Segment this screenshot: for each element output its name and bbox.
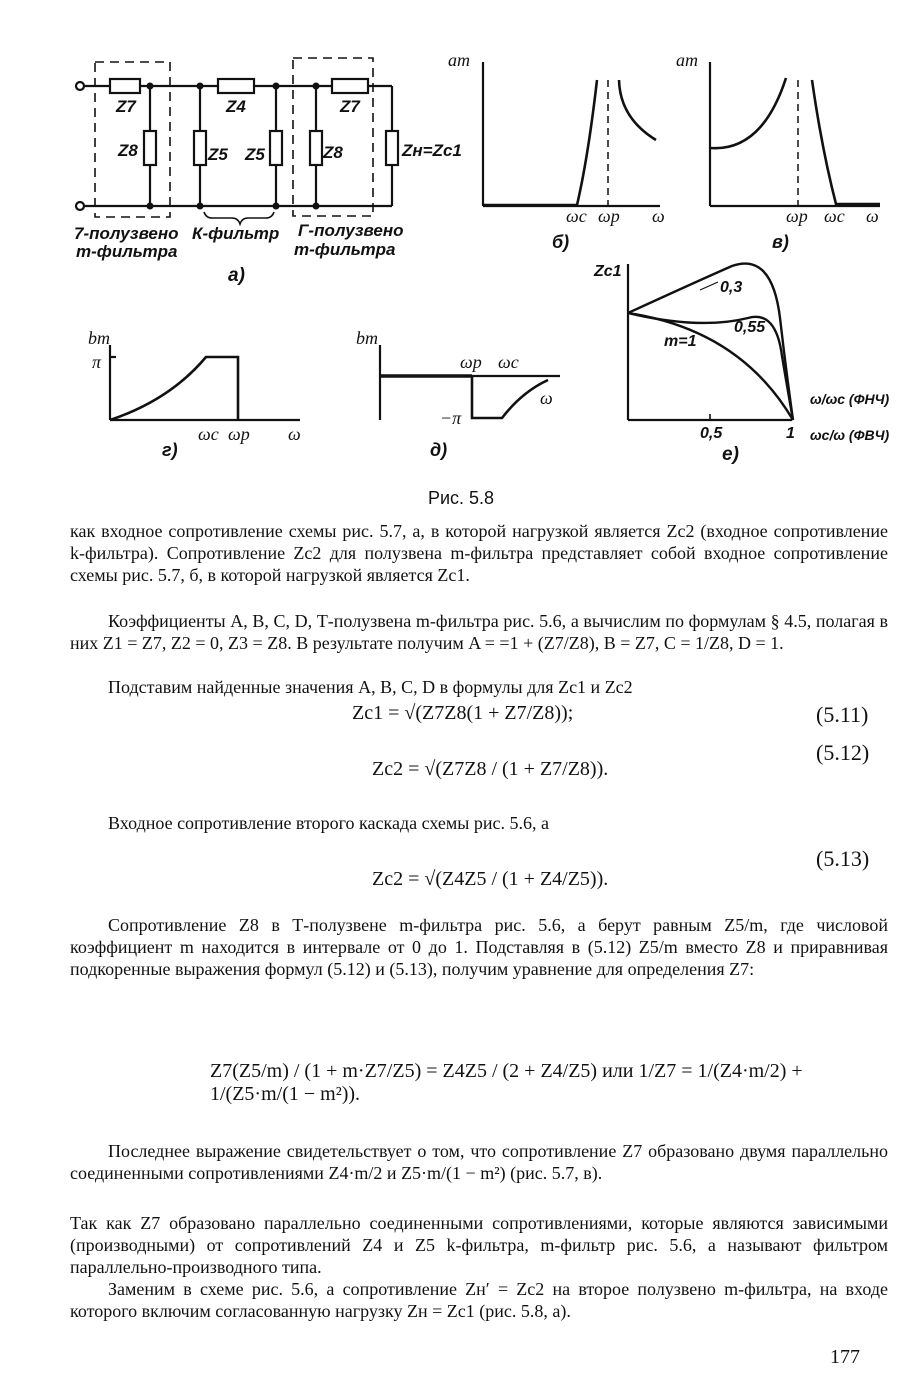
panel-d-tick-wp: ωp <box>228 424 250 444</box>
curve-m-0-55 <box>628 313 793 420</box>
k-filter-label: К-фильтр <box>192 224 280 243</box>
right-half-label-2: m-фильтра <box>294 240 396 259</box>
panel-a-tag: а) <box>228 265 245 286</box>
panel-d-tick-w: ω <box>288 424 301 444</box>
panel-d-ylabel: bm <box>88 328 110 348</box>
paragraph-4: Входное сопротивление второго каскада схемы рис. 5.6, а <box>108 813 549 833</box>
equation-z7: Z7(Z5/m) / (1 + m·Z7/Z5) = Z4Z5 / (2 + Z4/Z5) или 1/Z7 = 1/(Z4·m/2) + 1/(Z5·m/(1 − m²)). <box>210 1060 803 1105</box>
equation-5-13-number: (5.13) <box>816 846 870 871</box>
equation-5-12-number: (5.12) <box>816 740 870 765</box>
panel-f-ylabel: Zc1 <box>594 263 622 280</box>
panel-c-tick-w: ω <box>866 206 879 226</box>
panel-c-tag: в) <box>772 232 789 252</box>
curve-m-0-3 <box>628 264 793 420</box>
label-z7-left: Z7 <box>116 97 136 116</box>
panel-f-tick-1: 1 <box>786 425 795 442</box>
label-zn: Zн=Zc1 <box>402 141 462 160</box>
panel-c-tick-wc: ωc <box>824 206 845 226</box>
label-z7-right: Z7 <box>340 97 360 116</box>
panel-e-ylabel: bm <box>356 328 378 348</box>
panel-b-tick-wp: ωp <box>598 206 620 226</box>
label-z8-left: Z8 <box>118 141 138 160</box>
panel-b-tag: б) <box>552 232 570 252</box>
panel-e-tick-wc: ωc <box>498 352 519 372</box>
figure-caption: Рис. 5.8 <box>427 488 495 508</box>
curve-m-1 <box>628 313 793 420</box>
panel-d-pi: π <box>92 352 102 372</box>
equation-5-11-number: (5.11) <box>816 702 869 727</box>
equation-5-11: Zc1 = √(Z7Z8(1 + Z7/Z8)); <box>352 702 574 724</box>
panel-d-tag: г) <box>162 440 178 460</box>
panel-e-minus-pi: −π <box>440 408 462 428</box>
panel-f-tag: е) <box>722 444 739 465</box>
panel-b-ylabel: am <box>448 50 470 70</box>
panel-f-tick-05: 0,5 <box>700 425 723 442</box>
paragraph-8: Заменим в схеме рис. 5.6, а сопротивление Zн′ = Zc2 на второе полузвено m-фильтра, на входе которого включим согласованную нагрузку Zн = Zc1 (рис. 5.8, а). <box>70 1279 888 1321</box>
label-z4: Z4 <box>226 97 246 116</box>
figure-5-8 <box>0 0 922 490</box>
paragraph-3: Подставим найденные значения A, B, C, D в формулы для Zc1 и Zc2 <box>108 677 633 697</box>
left-half-label-2: m-фильтра <box>76 242 178 261</box>
curve-label-0-55: 0,55 <box>734 319 766 336</box>
panel-b-tick-w: ω <box>652 206 665 226</box>
panel-e-tick-wp: ωp <box>460 352 482 372</box>
equation-5-13: Zc2 = √(Z4Z5 / (1 + Z4/Z5)). <box>372 868 609 890</box>
panel-b-tick-wc: ωc <box>566 206 587 226</box>
curve-label-0-3: 0,3 <box>720 279 743 296</box>
panel-f-xlabel-low: ω/ωc (ФНЧ) <box>810 391 890 407</box>
paragraph-6: Последнее выражение свидетельствует о том, что сопротивление Z7 образовано двумя параллельно соединенными сопротивлениями Z4·m/2 и Z5·m/(1 − m²) (рис. 5.7, в). <box>70 1141 888 1183</box>
paragraph-1: как входное сопротивление схемы рис. 5.7, а, в которой нагрузкой является Zc2 (входное сопротивление k-фильтра). Сопротивление Zc2 для полузвена m-фильтра представляет собой входное сопротивление схемы рис. 5.7, б, в которой нагрузкой является Zc1. <box>70 521 888 585</box>
label-z5-b: Z5 <box>245 145 265 164</box>
paragraph-2: Коэффициенты A, B, C, D, Т-полузвена m-фильтра рис. 5.6, а вычислим по формулам § 4.5, полагая в них Z1 = Z7, Z2 = 0, Z3 = Z8. В результате получим A = =1 + (Z7/Z8), B = Z7, C = 1/Z8, D = 1. <box>70 611 888 653</box>
panel-c-ylabel: am <box>676 50 698 70</box>
panel-d-tick-wc: ωc <box>198 424 219 444</box>
panel-c-attenuation-lpf <box>710 62 880 206</box>
panel-c-tick-wp: ωp <box>786 206 808 226</box>
right-half-label-1: Г-полузвено <box>298 221 404 240</box>
panel-f-characteristic-impedance <box>628 264 793 420</box>
equation-5-12: Zc2 = √(Z7Z8 / (1 + Z7/Z8)). <box>372 758 609 780</box>
panel-e-tag: д) <box>430 440 448 460</box>
panel-e-tick-w: ω <box>540 388 553 408</box>
page-number: 177 <box>830 1346 860 1368</box>
paragraph-5: Сопротивление Z8 в Т-полузвене m-фильтра рис. 5.6, а берут равным Z5/m, где числовой коэффициент m находится в интервале от 0 до 1. Подставляя в (5.12) Z5/m вместо Z8 и приравнивая подкоренные выражения формул (5.12) и (5.13), получим уравнение для определения Z7: <box>70 915 888 979</box>
panel-f-xlabel-high: ωc/ω (ФВЧ) <box>810 427 890 443</box>
panel-d-phase-lpf <box>110 345 300 420</box>
label-z5-a: Z5 <box>208 145 228 164</box>
panel-b-attenuation-hpf <box>483 62 660 206</box>
left-half-label-1: 7-полузвено <box>74 224 179 243</box>
label-z8-right: Z8 <box>323 143 343 162</box>
paragraph-7: Так как Z7 образовано параллельно соединенными сопротивлениями, которые являются зависимыми (производными) от сопротивлений Z4 и Z5 k-фильтра, m-фильтр рис. 5.6, а называют фильтром параллельно-производного типа. <box>70 1213 888 1277</box>
curve-label-m1: m=1 <box>664 333 697 350</box>
